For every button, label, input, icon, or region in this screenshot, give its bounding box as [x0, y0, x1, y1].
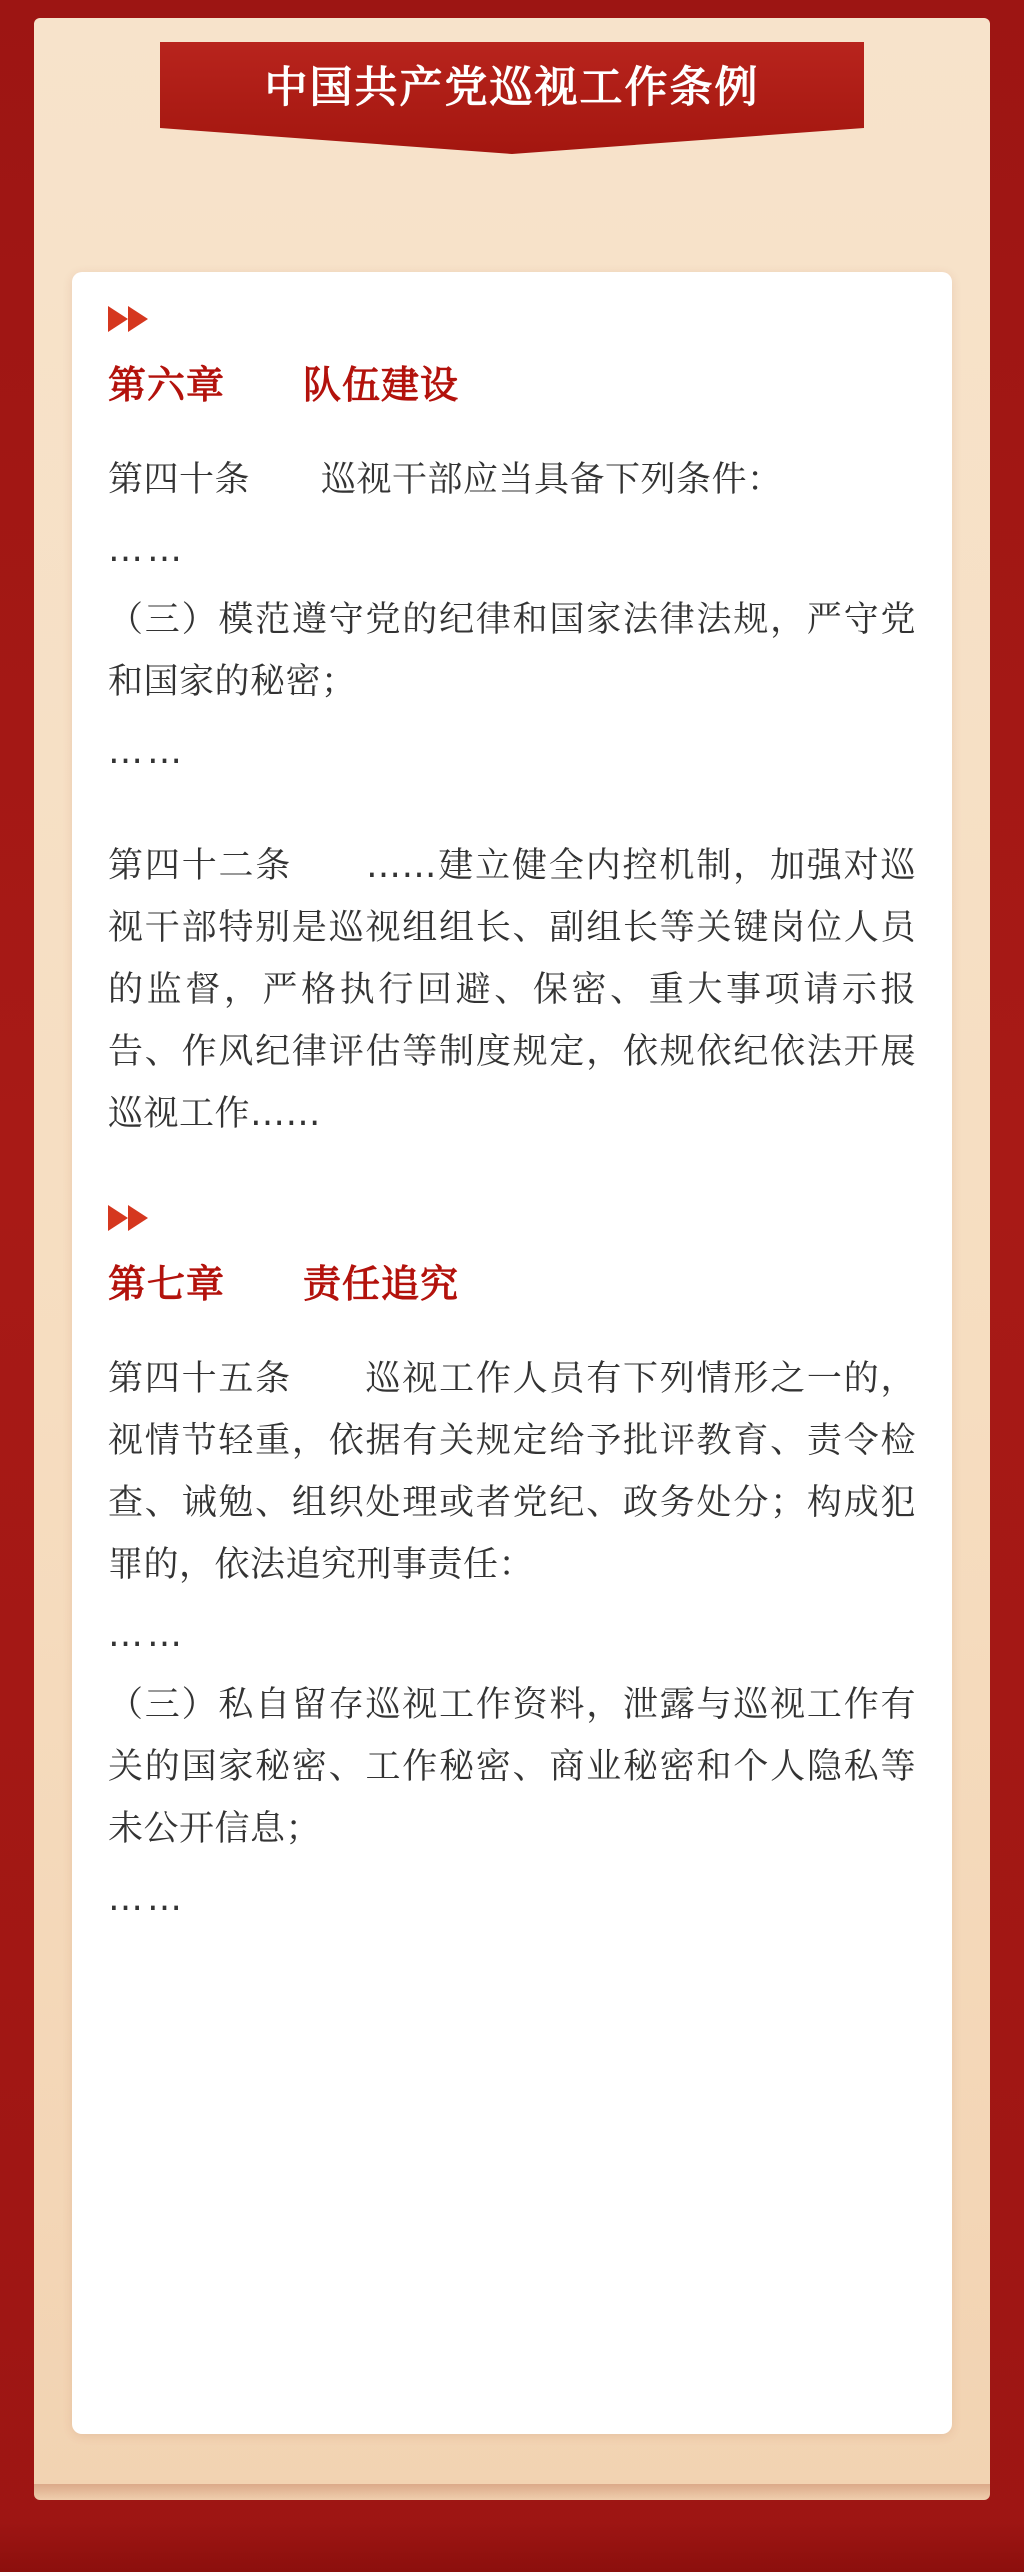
section-7 [108, 1205, 916, 1930]
article-45-item-3: （三）私自留存巡视工作资料，泄露与巡视工作有关的国家秘密、工作秘密、商业秘密和个人隐私等未公开信息； [108, 1685, 916, 1849]
panel-shadow [34, 2484, 990, 2502]
ellipsis-2: …… [108, 732, 186, 772]
ellipsis-4: …… [108, 1879, 186, 1919]
chapter-heading-6: 第六章 队伍建设 [108, 363, 460, 407]
article-45-text: 第四十五条 巡视工作人员有下列情形之一的，视情节轻重，依据有关规定给予批评教育、责令检查、诫勉、组织处理或者党纪、政务处分；构成犯罪的，依法追究刑事责任： [108, 1359, 916, 1585]
content-body [108, 306, 916, 1938]
double-chevron-icon [108, 306, 916, 336]
page-title: 中国共产党巡视工作条例 [264, 63, 760, 113]
article-40-text: 第四十条 巡视干部应当具备下列条件： [108, 460, 783, 500]
ellipsis-1: …… [108, 530, 186, 570]
ellipsis-3: …… [108, 1615, 186, 1655]
paragraph-spacer-1 [108, 791, 916, 835]
chapter-heading-7: 第七章 责任追究 [108, 1262, 460, 1306]
article-42-text: 第四十二条 ……建立健全内控机制，加强对巡视干部特别是巡视组组长、副组长等关键岗位人员的监督，严格执行回避、保密、重大事项请示报告、作风纪律评估等制度规定，依规依纪依法开展巡视工作…… [108, 846, 916, 1134]
content-card [72, 272, 952, 2434]
article-40-item-3: （三）模范遵守党的纪律和国家法律法规，严守党和国家的秘密； [108, 600, 916, 702]
title-ribbon [160, 42, 864, 154]
double-chevron-icon [108, 1205, 916, 1235]
bottom-strip [0, 2524, 1024, 2572]
